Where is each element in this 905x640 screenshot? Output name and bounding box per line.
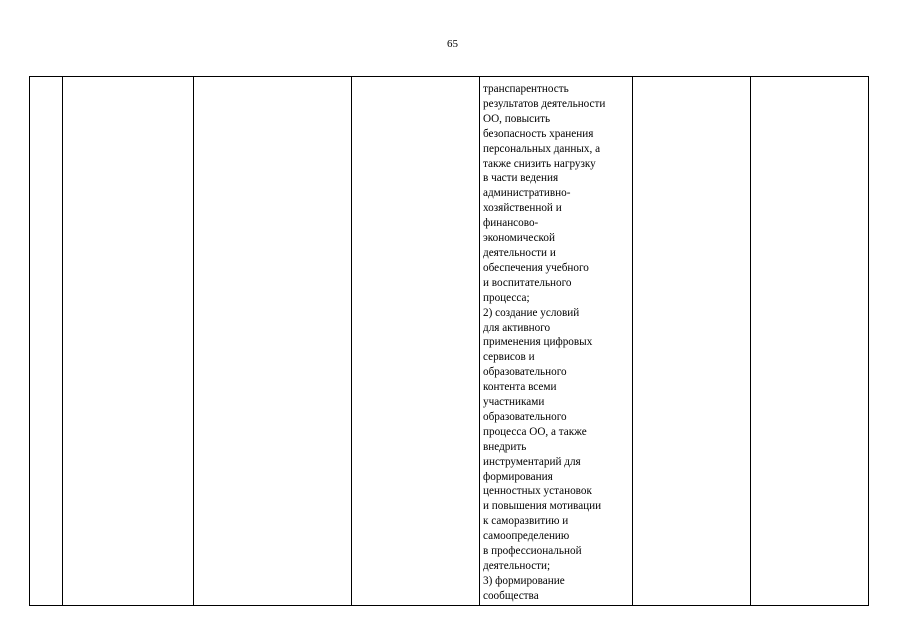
cell-text-line: в части ведения — [483, 172, 559, 185]
document-table — [29, 76, 869, 606]
cell-text-line: применения цифровых — [483, 336, 593, 349]
cell-text-line: образовательного — [483, 366, 567, 379]
cell-text-line: деятельности и — [483, 246, 556, 259]
cell-text-line: также снизить нагрузку — [483, 157, 596, 170]
cell-text-line: процесса; — [483, 291, 530, 304]
table-cell-1 — [30, 77, 63, 606]
cell-text-line: обеспечения учебного — [483, 261, 589, 274]
cell-text-line: 3) формирование — [483, 574, 565, 587]
table-cell-2 — [63, 77, 194, 606]
cell-text-line: к саморазвитию и — [483, 515, 569, 528]
cell-text-line: инструментарий для — [483, 455, 581, 468]
cell-text-line: для активного — [483, 321, 551, 334]
table-cell-6 — [633, 77, 751, 606]
cell-text-line: самоопределению — [483, 530, 570, 543]
cell-text-line: внедрить — [483, 440, 527, 453]
cell-text-line: хозяйственной и — [483, 202, 562, 215]
cell-text-line: деятельности; — [483, 560, 551, 572]
cell-text-line: финансово- — [483, 217, 539, 230]
cell-text-line: персональных данных, а — [483, 142, 601, 155]
cell-text-block — [480, 77, 632, 604]
cell-text-line: экономической — [483, 232, 555, 245]
cell-text-line: сервисов и — [483, 351, 535, 364]
cell-text-line: контента всеми — [483, 381, 557, 394]
cell-text-line: формирования — [483, 470, 553, 483]
page-number: 65 — [447, 38, 458, 50]
cell-text-line: безопасность хранения — [483, 127, 594, 140]
cell-text-line: 2) создание условий — [483, 306, 580, 319]
table-cell-text — [480, 77, 633, 606]
cell-text-line: результатов деятельности — [483, 97, 606, 110]
cell-text-line: процесса ОО, а также — [483, 425, 587, 438]
cell-text-line: в профессиональной — [483, 545, 582, 558]
cell-text-line: ОО, повысить — [483, 112, 551, 125]
cell-text-line: ценностных установок — [483, 485, 592, 498]
cell-text-line: и повышения мотивации — [483, 500, 602, 513]
cell-text-line: участниками — [483, 396, 545, 409]
table-cell-4 — [352, 77, 480, 606]
cell-text-line: административно- — [483, 187, 571, 200]
table-cell-3 — [194, 77, 352, 606]
cell-text-line: сообщества — [483, 589, 539, 602]
cell-text-line: образовательного — [483, 410, 567, 423]
cell-text-line: транспарентность — [483, 83, 569, 95]
cell-text-line: и воспитательного — [483, 276, 572, 289]
table-cell-7 — [751, 77, 869, 606]
table-row — [30, 77, 869, 606]
